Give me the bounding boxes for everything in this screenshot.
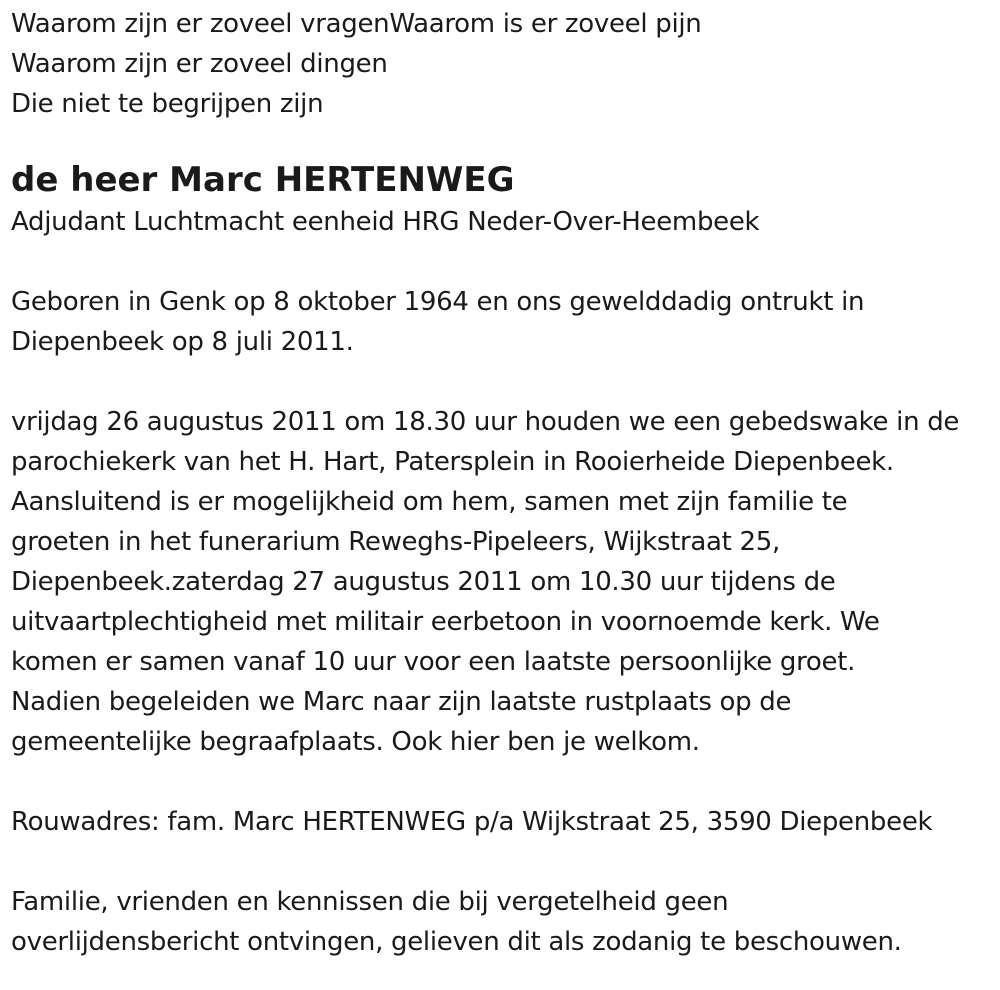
birth-death-section [11, 282, 991, 362]
obituary-document [11, 0, 991, 962]
spacer [11, 842, 991, 882]
birth-death-line: Diepenbeek op 8 juli 2011. [11, 327, 354, 357]
spacer [11, 762, 991, 802]
ceremony-line: groeten in het funerarium Reweghs-Pipeleers, Wijkstraat 25, [11, 527, 780, 557]
ceremony-line: komen er samen vanaf 10 uur voor een laatste persoonlijke groet. [11, 647, 856, 677]
birth-death-line: Geboren in Genk op 8 oktober 1964 en ons gewelddadig ontrukt in [11, 287, 865, 317]
notice-section [11, 882, 991, 962]
poem-line: Die niet te begrijpen zijn [11, 89, 324, 119]
mourning-address: Rouwadres: fam. Marc HERTENWEG p/a Wijkstraat 25, 3590 Diepenbeek [11, 807, 933, 837]
ceremony-section [11, 402, 991, 762]
deceased-title: Adjudant Luchtmacht eenheid HRG Neder-Over-Heembeek [11, 207, 760, 237]
spacer [11, 362, 991, 402]
deceased-name: de heer Marc HERTENWEG [11, 160, 515, 200]
ceremony-line: Nadien begeleiden we Marc naar zijn laatste rustplaats op de [11, 687, 792, 717]
ceremony-line: Diepenbeek.zaterdag 27 augustus 2011 om 10.30 uur tijdens de [11, 567, 836, 597]
ceremony-line: Aansluitend is er mogelijkheid om hem, samen met zijn familie te [11, 487, 848, 517]
notice-line: Familie, vrienden en kennissen die bij vergetelheid geen [11, 887, 729, 917]
ceremony-line: parochiekerk van het H. Hart, Patersplein in Rooierheide Diepenbeek. [11, 447, 894, 477]
poem-section [11, 4, 991, 124]
ceremony-line: gemeentelijke begraafplaats. Ook hier ben je welkom. [11, 727, 700, 757]
poem-line: Waarom zijn er zoveel vragenWaarom is er zoveel pijn [11, 9, 702, 39]
spacer [11, 242, 991, 282]
ceremony-line: uitvaartplechtigheid met militair eerbetoon in voornoemde kerk. We [11, 607, 880, 637]
poem-line: Waarom zijn er zoveel dingen [11, 49, 388, 79]
ceremony-line: vrijdag 26 augustus 2011 om 18.30 uur houden we een gebedswake in de [11, 407, 960, 437]
notice-line: overlijdensbericht ontvingen, gelieven dit als zodanig te beschouwen. [11, 927, 902, 957]
